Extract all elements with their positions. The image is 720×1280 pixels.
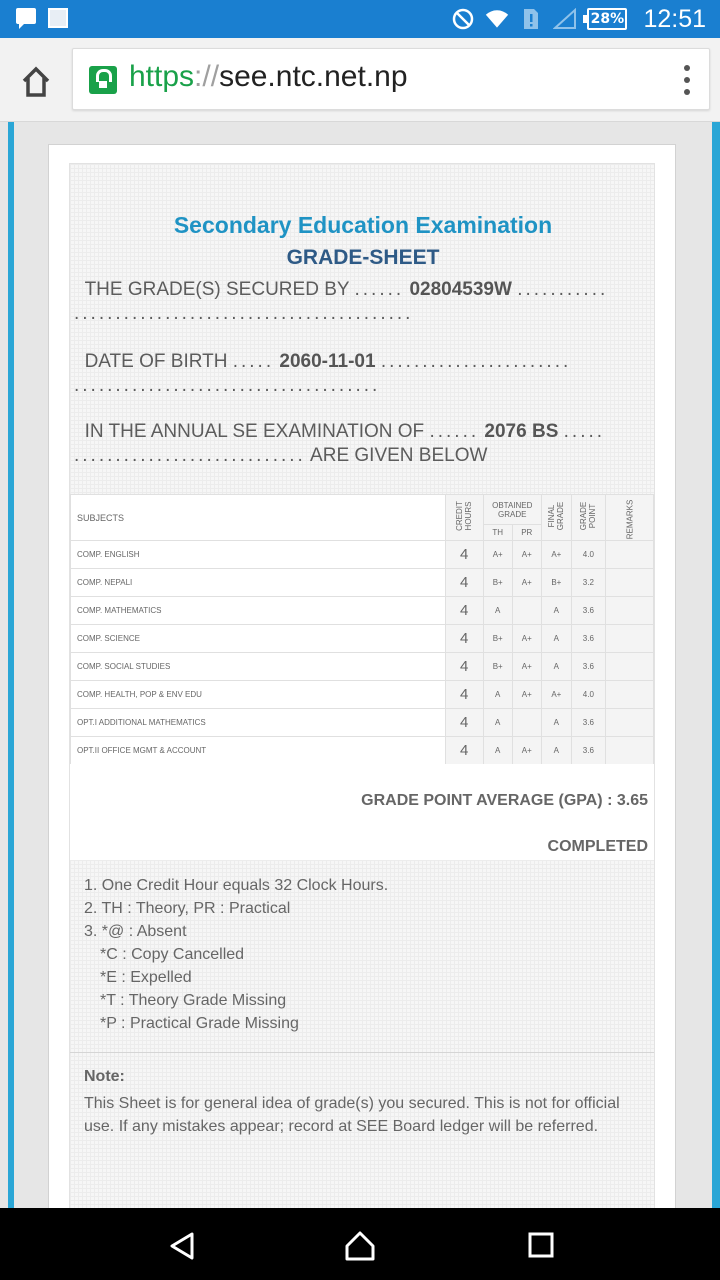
menu-kebab-icon[interactable] [683,65,691,95]
result-status: COMPLETED [547,838,648,855]
subject-cell: COMP. NEPALI [71,569,446,597]
credit-hours-cell: 4 [445,625,483,653]
home-nav-icon [344,1230,376,1262]
back-icon [166,1230,198,1262]
notification-icons [16,8,68,28]
subjects-header: SUBJECTS [71,495,446,541]
table-row [71,737,654,765]
date-of-birth: 2060-11-01 [279,351,376,372]
remarks-cell [605,541,653,569]
given-below-text: ARE GIVEN BELOW [310,445,488,466]
final-grade-cell: A+ [541,541,571,569]
url-host: see.ntc.net.np [219,60,408,93]
final-grade-cell: A [541,737,571,765]
remarks-cell [605,681,653,709]
home-button[interactable] [18,64,54,100]
table-row [71,625,654,653]
grade-point-cell: 3.6 [571,597,605,625]
legend-item: 3. *@ : Absent [84,923,187,940]
table-row [71,681,654,709]
remarks-cell [605,709,653,737]
url-scheme: https [129,60,195,93]
home-icon [18,64,54,100]
legend-list [84,874,644,1035]
clock: 12:51 [643,4,706,33]
table-row [71,709,654,737]
theory-grade-cell: A [483,681,512,709]
table-row [71,569,654,597]
sheet-subtitle: GRADE-SHEET [286,246,440,269]
legend-item: *C : Copy Cancelled [100,946,245,963]
credit-hours-cell: 4 [445,541,483,569]
legend-item: *P : Practical Grade Missing [100,1015,299,1032]
url-text[interactable] [129,60,408,94]
remarks-cell [605,737,653,765]
obtained-grade-header: OBTAINED GRADE [483,495,541,525]
credit-hours-cell: 4 [445,597,483,625]
subject-cell: OPT.II OFFICE MGMT & ACCOUNT [71,737,446,765]
web-page[interactable] [0,122,720,1208]
credit-hours-header: CREDIT HOURS [445,495,483,541]
practical-grade-cell [512,597,541,625]
browser-toolbar [0,38,720,122]
exam-title: Secondary Education Examination [173,212,553,238]
legend-item: 1. One Credit Hour equals 32 Clock Hours. [84,877,389,894]
credit-hours-cell: 4 [445,681,483,709]
table-row [71,541,654,569]
theory-grade-cell: A+ [483,541,512,569]
remarks-cell [605,625,653,653]
grade-sheet: Secondary Education Examination GRADE-SHEET THE GRADE(S) SECURED BY ...... 02804539W ........... ......................................... DATE OF BIRTH ..... 2060-11-01 ....................... ..................................... IN THE ANNUAL SE EXAMINATION OF ...... 2076 BS ..... ............................ ARE GIVEN BELOW SUBJECTS CREDIT HOURS OBTAINED GRADE FINAL GRADE GRADE POINT REMARKS TH PR COMP. ENGLISH 4 A+ A+ A+ 4.0 COMP. NEPALI 4 B+ A+ B+ 3.2 COMP. MATHEMATICS 4 A A 3.6 COMP. SCIENCE 4 B+ A+ A 3.6 COMP. SOCIAL STUDIES 4 B+ A+ A 3.6 COMP. HEALTH, POP & ENV EDU 4 A A+ A+ 4.0 OPT.I ADDITIONAL MATHEMATICS 4 A A 3.6 OPT.II OFFICE MGMT & ACCOUNT 4 A A+ A 3.6 GRADE POINT AVERAGE (GPA) : 3.65 COMPLETED 1. One Credit Hour equals 32 Clock Hours. 2. TH : Theory, PR : Practical 3. *@ : Absent *C : Copy Cancelled *E : Expelled *T : Theory Grade Missing *P : Practical Grade Missing Note: This Sheet is for general idea of grade(s) you secured. This is not for official use. If any mistakes appear; record at SEE Board ledger will be referred. [69,163,655,1208]
legend-item: 2. TH : Theory, PR : Practical [84,900,291,917]
credit-hours-cell: 4 [445,569,483,597]
practical-grade-cell: A+ [512,625,541,653]
grade-point-cell: 3.2 [571,569,605,597]
final-grade-cell: A [541,709,571,737]
practical-grade-cell: A+ [512,541,541,569]
sim-alert-icon [519,7,543,31]
exam-label: IN THE ANNUAL SE EXAMINATION OF [84,421,425,442]
secured-by-label: THE GRADE(S) SECURED BY [84,279,350,300]
grade-point-cell: 4.0 [571,541,605,569]
theory-grade-cell: B+ [483,653,512,681]
do-not-disturb-icon [451,7,475,31]
exam-line: IN THE ANNUAL SE EXAMINATION OF ...... 2076 BS ..... [84,421,606,442]
note-body: This Sheet is for general idea of grade(s) you secured. This is not for official use. If any mistakes appear; record at SEE Board ledger will be referred. [84,1095,620,1135]
grade-point-cell: 3.6 [571,625,605,653]
subject-cell: OPT.I ADDITIONAL MATHEMATICS [71,709,446,737]
pr-header: PR [512,525,541,541]
th-header: TH [483,525,512,541]
subject-cell: COMP. SOCIAL STUDIES [71,653,446,681]
final-grade-header: FINAL GRADE [541,495,571,541]
message-notification-icon [16,8,36,24]
remarks-cell [605,653,653,681]
battery-indicator: 28% [587,8,627,30]
grade-point-cell: 3.6 [571,737,605,765]
theory-grade-cell: A [483,737,512,765]
app-notification-icon [48,8,68,28]
final-grade-cell: B+ [541,569,571,597]
subject-cell: COMP. ENGLISH [71,541,446,569]
secured-by-line: THE GRADE(S) SECURED BY ...... 02804539W ........... [84,279,609,300]
note-title: Note: [84,1068,125,1085]
symbol-number: 02804539W [409,279,512,300]
practical-grade-cell: A+ [512,737,541,765]
divider [70,1052,654,1053]
dob-label: DATE OF BIRTH [84,351,228,372]
subject-cell: COMP. HEALTH, POP & ENV EDU [71,681,446,709]
grade-table [70,494,654,765]
theory-grade-cell: B+ [483,625,512,653]
table-row [71,597,654,625]
table-row [71,653,654,681]
final-grade-cell: A+ [541,681,571,709]
remarks-cell [605,569,653,597]
theory-grade-cell: B+ [483,569,512,597]
final-grade-cell: A [541,625,571,653]
theory-grade-cell: A [483,597,512,625]
remarks-header: REMARKS [605,495,653,541]
credit-hours-cell: 4 [445,653,483,681]
home-nav-button[interactable] [344,1230,376,1262]
gpa-text: GRADE POINT AVERAGE (GPA) : 3.65 [361,792,648,809]
subject-cell: COMP. MATHEMATICS [71,597,446,625]
practical-grade-cell: A+ [512,653,541,681]
url-separator: :// [194,60,220,93]
subject-cell: COMP. SCIENCE [71,625,446,653]
grade-point-cell: 3.6 [571,653,605,681]
lock-icon [89,66,117,94]
signal-icon [553,7,577,31]
back-button[interactable] [166,1230,198,1262]
grade-point-cell: 4.0 [571,681,605,709]
theory-grade-cell: A [483,709,512,737]
grade-sheet-card [48,144,676,1208]
grade-point-header: GRADE POINT [571,495,605,541]
practical-grade-cell [512,709,541,737]
legend-item: *T : Theory Grade Missing [100,992,287,1009]
credit-hours-cell: 4 [445,737,483,765]
wifi-icon [485,7,509,31]
address-bar[interactable] [72,48,710,110]
final-grade-cell: A [541,597,571,625]
practical-grade-cell: A+ [512,681,541,709]
final-grade-cell: A [541,653,571,681]
legend-item: *E : Expelled [100,969,192,986]
recents-button[interactable] [526,1230,558,1262]
credit-hours-cell: 4 [445,709,483,737]
dob-line: DATE OF BIRTH ..... 2060-11-01 ....................... [84,351,572,372]
status-bar [0,0,720,38]
practical-grade-cell: A+ [512,569,541,597]
system-nav-bar [0,1208,720,1280]
remarks-cell [605,597,653,625]
grade-point-cell: 3.6 [571,709,605,737]
recents-icon [526,1230,558,1262]
exam-year: 2076 BS [484,421,559,442]
